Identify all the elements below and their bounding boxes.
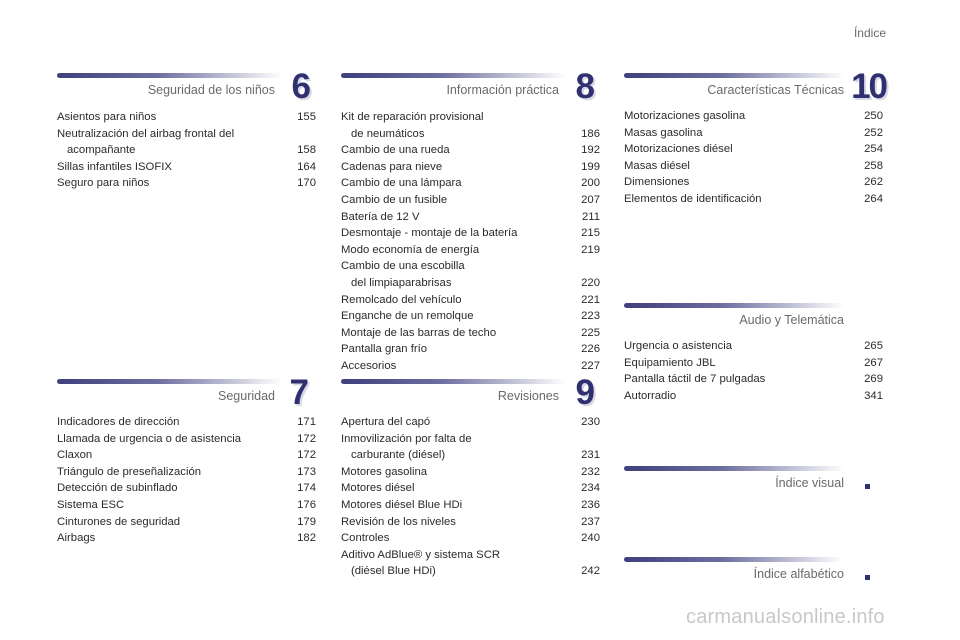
audio-list xyxy=(624,338,883,404)
page-number: 262 xyxy=(864,176,883,189)
section-6-list xyxy=(57,109,316,192)
audio-header[interactable] xyxy=(624,303,888,341)
section-10-list xyxy=(624,108,883,208)
page-number: 258 xyxy=(864,159,883,172)
page-number: 220 xyxy=(581,276,600,289)
entry-label: Urgencia o asistencia xyxy=(624,340,733,352)
entry-label: Triángulo de preseñalización xyxy=(57,465,202,478)
list-item[interactable] xyxy=(624,355,883,372)
entry-label: Elementos de identificación xyxy=(624,192,762,205)
list-item[interactable] xyxy=(57,447,316,464)
page-number: 227 xyxy=(581,359,600,372)
list-item[interactable] xyxy=(341,308,600,325)
list-item[interactable] xyxy=(624,338,883,355)
entry-label: Controles xyxy=(341,532,390,545)
section-number: 9 xyxy=(575,373,593,412)
entry-label: Autorradio xyxy=(624,389,677,402)
entry-label: Montaje de las barras de techo xyxy=(341,326,497,339)
page-number: 264 xyxy=(864,192,883,205)
page-number: 179 xyxy=(297,515,316,528)
entry-label: Detección de subinflado xyxy=(57,482,178,495)
page-number: 182 xyxy=(297,532,316,545)
entry-label: Equipamiento JBL xyxy=(624,356,716,369)
page-number: 225 xyxy=(581,326,600,339)
entry-label: Motores diésel xyxy=(341,482,415,495)
entry-label: Masas diésel xyxy=(624,159,690,172)
page-number: 173 xyxy=(297,465,316,478)
section-title: Seguridad xyxy=(218,389,275,403)
page-number: 200 xyxy=(581,177,600,190)
entry-label: Apertura del capó xyxy=(341,416,431,428)
section-8-list xyxy=(341,109,600,375)
list-item[interactable] xyxy=(624,388,883,405)
page-number: 170 xyxy=(297,177,316,190)
list-item[interactable] xyxy=(341,142,600,159)
entry-label: Inmovilización por falta de xyxy=(341,432,472,445)
page-number: 232 xyxy=(581,465,600,478)
list-item[interactable] xyxy=(341,341,600,358)
page-number: 269 xyxy=(864,373,883,386)
entry-label: Motorizaciones diésel xyxy=(624,143,733,156)
list-item[interactable] xyxy=(341,175,600,192)
list-item[interactable] xyxy=(341,209,600,226)
list-item[interactable] xyxy=(341,414,600,431)
page-number: 207 xyxy=(581,193,600,206)
entry-label: Revisión de los niveles xyxy=(341,515,456,528)
list-item[interactable] xyxy=(341,480,600,497)
page-number: 164 xyxy=(297,160,316,173)
list-item[interactable] xyxy=(624,158,883,175)
square-bullet-icon xyxy=(865,575,870,580)
list-item[interactable] xyxy=(624,141,883,158)
entry-label: Pantalla gran frío xyxy=(341,343,428,356)
section-10-header[interactable] xyxy=(624,67,888,111)
entry-label: Airbags xyxy=(57,532,96,545)
page-number: 155 xyxy=(297,111,316,123)
list-item[interactable] xyxy=(624,174,883,191)
list-item[interactable] xyxy=(341,159,600,176)
entry-label: Neutralización del airbag frontal del xyxy=(57,127,235,140)
page-number: 265 xyxy=(864,340,883,352)
entry-label: Claxon xyxy=(57,449,93,462)
list-item[interactable] xyxy=(57,480,316,497)
list-item[interactable] xyxy=(341,530,600,547)
entry-label: Asientos para niños xyxy=(57,111,157,123)
entry-label: Sistema ESC xyxy=(57,498,125,511)
section-title[interactable]: Índice visual xyxy=(775,476,844,490)
page-number: 237 xyxy=(581,515,600,528)
section-bar xyxy=(57,73,282,78)
section-8-header[interactable] xyxy=(341,67,603,111)
list-item[interactable] xyxy=(624,125,883,142)
page-number: 341 xyxy=(864,389,883,402)
list-item[interactable] xyxy=(57,431,316,448)
visual-index-header[interactable] xyxy=(624,466,888,504)
entry-label: Pantalla táctil de 7 pulgadas xyxy=(624,373,766,386)
entry-label: Modo economía de energía xyxy=(341,243,480,256)
entry-label: de neumáticos xyxy=(351,127,425,140)
list-item[interactable] xyxy=(624,108,883,125)
entry-label: Seguro para niños xyxy=(57,177,150,190)
section-bar xyxy=(57,379,282,384)
section-bar xyxy=(341,73,566,78)
page-number: 230 xyxy=(581,416,600,428)
list-item[interactable] xyxy=(57,109,316,126)
page-number: 240 xyxy=(581,532,600,545)
section-title[interactable]: Índice alfabético xyxy=(753,567,844,581)
page-number: 171 xyxy=(297,416,316,428)
list-item[interactable] xyxy=(57,159,316,176)
list-item[interactable] xyxy=(341,431,600,464)
section-bar xyxy=(624,303,844,308)
list-item[interactable] xyxy=(341,514,600,531)
list-item[interactable] xyxy=(57,530,316,547)
entry-label: Desmontaje - montaje de la batería xyxy=(341,227,518,240)
page-number: 192 xyxy=(581,144,600,157)
entry-label: Cinturones de seguridad xyxy=(57,515,181,528)
entry-label: Dimensiones xyxy=(624,176,690,189)
entry-label: Sillas infantiles ISOFIX xyxy=(57,160,172,173)
list-item[interactable] xyxy=(57,464,316,481)
page-number: 254 xyxy=(864,143,883,156)
section-9-header[interactable] xyxy=(341,373,603,417)
list-item[interactable] xyxy=(341,325,600,342)
page-number: 211 xyxy=(581,210,600,223)
entry-label: Remolcado del vehículo xyxy=(341,293,462,306)
list-item[interactable] xyxy=(341,225,600,242)
section-6-header[interactable] xyxy=(57,67,319,111)
entry-label: carburante (diésel) xyxy=(351,449,446,462)
section-number: 10 xyxy=(851,67,886,106)
section-number: 8 xyxy=(575,67,593,106)
entry-label: Cadenas para nieve xyxy=(341,160,443,173)
entry-label: Motores gasolina xyxy=(341,465,428,478)
entry-label: Cambio de un fusible xyxy=(341,193,448,206)
page-number: 186 xyxy=(581,127,600,140)
list-item[interactable] xyxy=(57,514,316,531)
list-item[interactable] xyxy=(341,358,600,375)
section-7-list xyxy=(57,414,316,547)
page-number: 176 xyxy=(297,498,316,511)
watermark: carmanualsonline.info xyxy=(686,606,885,628)
entry-label: (diésel Blue HDi) xyxy=(351,565,436,578)
square-bullet-icon xyxy=(865,484,870,489)
section-title: Seguridad de los niños xyxy=(147,83,275,97)
section-bar xyxy=(624,466,844,471)
entry-label: Motores diésel Blue HDi xyxy=(341,498,463,511)
entry-label: acompañante xyxy=(67,144,136,157)
section-bar xyxy=(624,557,844,562)
section-number: 7 xyxy=(289,373,307,412)
entry-label: Accesorios xyxy=(341,359,397,372)
section-9-list xyxy=(341,414,600,580)
alphabetical-index-header[interactable] xyxy=(624,557,888,595)
entry-label: Cambio de una lámpara xyxy=(341,177,462,190)
page-number: 236 xyxy=(581,498,600,511)
entry-label: Batería de 12 V xyxy=(341,210,420,223)
entry-label: Cambio de una rueda xyxy=(341,144,450,157)
list-item[interactable] xyxy=(341,192,600,209)
page-number: 215 xyxy=(581,227,600,240)
list-item[interactable] xyxy=(341,258,600,291)
page-number: 252 xyxy=(864,126,883,139)
page-number: 242 xyxy=(581,565,600,578)
section-title: Audio y Telemática xyxy=(739,313,844,327)
entry-label: Motorizaciones gasolina xyxy=(624,110,746,122)
list-item[interactable] xyxy=(57,497,316,514)
section-7-header[interactable] xyxy=(57,373,319,417)
entry-label: Enganche de un remolque xyxy=(341,310,474,323)
page-number: 267 xyxy=(864,356,883,369)
list-item[interactable] xyxy=(57,414,316,431)
page-title: Índice xyxy=(853,26,886,40)
list-item[interactable] xyxy=(341,292,600,309)
list-item[interactable] xyxy=(341,497,600,514)
list-item[interactable] xyxy=(624,371,883,388)
list-item[interactable] xyxy=(341,464,600,481)
entry-label: Indicadores de dirección xyxy=(57,416,180,428)
page-number: 219 xyxy=(581,243,600,256)
entry-label: del limpiaparabrisas xyxy=(351,276,452,289)
entry-label: Llamada de urgencia o de asistencia xyxy=(57,432,242,445)
page-number: 223 xyxy=(581,310,600,323)
list-item[interactable] xyxy=(341,109,600,142)
section-title: Revisiones xyxy=(497,389,559,403)
list-item[interactable] xyxy=(341,242,600,259)
list-item[interactable] xyxy=(57,175,316,192)
section-bar xyxy=(341,379,566,384)
page-number: 172 xyxy=(297,432,316,445)
section-number: 6 xyxy=(291,67,309,106)
page-number: 234 xyxy=(581,482,600,495)
page-number: 172 xyxy=(297,449,316,462)
list-item[interactable] xyxy=(341,547,600,580)
section-bar xyxy=(624,73,844,78)
entry-label: Aditivo AdBlue® y sistema SCR xyxy=(341,548,501,561)
entry-label: Cambio de una escobilla xyxy=(341,260,465,273)
page-number: 226 xyxy=(581,343,600,356)
entry-label: Kit de reparación provisional xyxy=(341,111,484,123)
page-number: 231 xyxy=(581,449,600,462)
page-number: 250 xyxy=(864,110,883,122)
page-number: 158 xyxy=(297,144,316,157)
entry-label: Masas gasolina xyxy=(624,126,703,139)
page-number: 174 xyxy=(297,482,316,495)
list-item[interactable] xyxy=(624,191,883,208)
list-item[interactable] xyxy=(57,126,316,159)
section-title: Características Técnicas xyxy=(707,83,844,97)
section-title: Información práctica xyxy=(446,83,559,97)
page-number: 199 xyxy=(581,160,600,173)
page-number: 221 xyxy=(581,293,600,306)
